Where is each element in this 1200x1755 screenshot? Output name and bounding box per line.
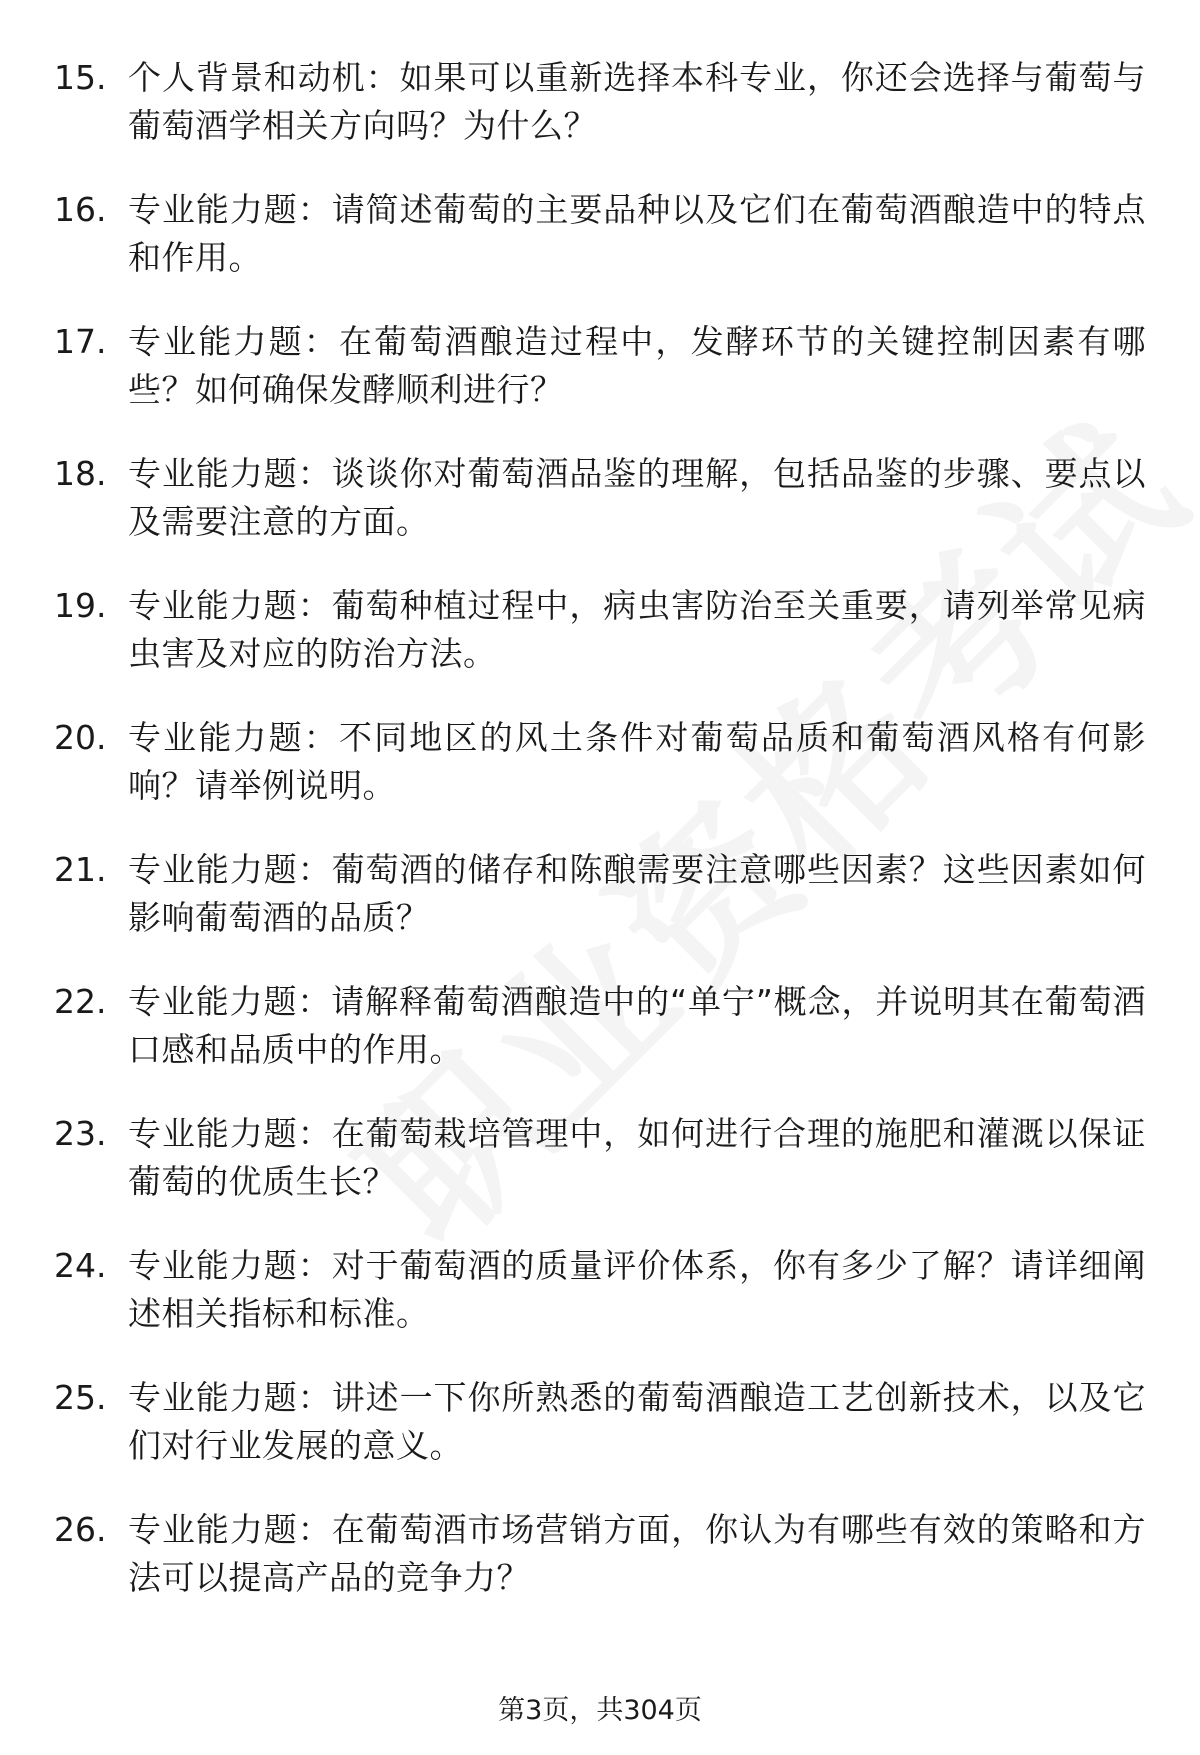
question-item [0, 846, 1200, 978]
question-number: 21. [54, 850, 107, 889]
question-text: 专业能力题：谈谈你对葡萄酒品鉴的理解，包括品鉴的步骤、要点以及需要注意的方面。 [128, 454, 1146, 541]
question-item [0, 978, 1200, 1110]
question-number: 18. [54, 454, 107, 493]
question-number: 19. [54, 586, 107, 625]
question-item [0, 54, 1200, 186]
question-text: 专业能力题：对于葡萄酒的质量评价体系，你有多少了解？请详细阐述相关指标和标准。 [128, 1246, 1146, 1333]
question-number: 23. [54, 1114, 107, 1153]
question-item [0, 1374, 1200, 1506]
question-text: 专业能力题：请简述葡萄的主要品种以及它们在葡萄酒酿造中的特点和作用。 [128, 190, 1146, 277]
page-footer: 第3页，共304页 [498, 1695, 702, 1726]
question-item [0, 450, 1200, 582]
question-text: 专业能力题：请解释葡萄酒酿造中的“单宁”概念，并说明其在葡萄酒口感和品质中的作用。 [128, 982, 1146, 1069]
question-text: 个人背景和动机：如果可以重新选择本科专业，你还会选择与葡萄与葡萄酒学相关方向吗？为什么？ [128, 58, 1146, 145]
question-item [0, 1110, 1200, 1242]
question-text: 专业能力题：讲述一下你所熟悉的葡萄酒酿造工艺创新技术，以及它们对行业发展的意义。 [128, 1378, 1146, 1465]
question-item [0, 714, 1200, 846]
question-number: 24. [54, 1246, 107, 1285]
question-number: 16. [54, 190, 107, 229]
question-number: 20. [54, 718, 107, 757]
question-number: 22. [54, 982, 107, 1021]
question-text: 专业能力题：葡萄种植过程中，病虫害防治至关重要，请列举常见病虫害及对应的防治方法。 [128, 586, 1146, 673]
question-number: 25. [54, 1378, 107, 1417]
question-text: 专业能力题：在葡萄酒酿造过程中，发酵环节的关键控制因素有哪些？如何确保发酵顺利进行？ [128, 322, 1146, 409]
question-text: 专业能力题：葡萄酒的储存和陈酿需要注意哪些因素？这些因素如何影响葡萄酒的品质？ [128, 850, 1146, 937]
question-item [0, 186, 1200, 318]
question-item [0, 1506, 1200, 1638]
question-number: 26. [54, 1510, 107, 1549]
question-item [0, 318, 1200, 450]
question-list [0, 54, 1200, 1638]
question-text: 专业能力题：在葡萄栽培管理中，如何进行合理的施肥和灌溉以保证葡萄的优质生长？ [128, 1114, 1146, 1201]
question-item [0, 582, 1200, 714]
question-number: 15. [54, 58, 107, 97]
question-number: 17. [54, 322, 107, 361]
question-text: 专业能力题：不同地区的风土条件对葡萄品质和葡萄酒风格有何影响？请举例说明。 [128, 718, 1146, 805]
question-text: 专业能力题：在葡萄酒市场营销方面，你认为有哪些有效的策略和方法可以提高产品的竞争力？ [128, 1510, 1146, 1597]
question-item [0, 1242, 1200, 1374]
